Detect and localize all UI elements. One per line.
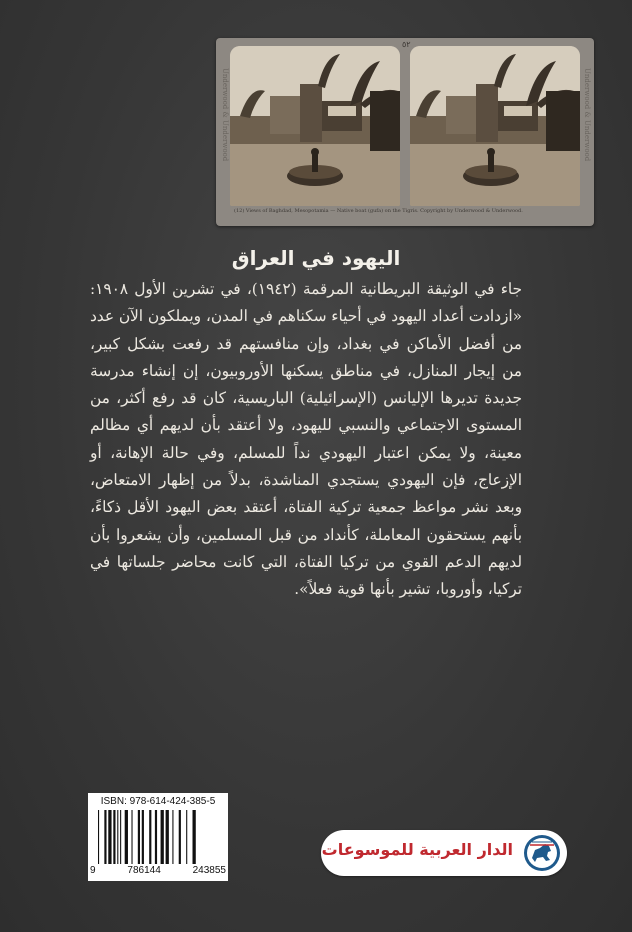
- barcode-bar: [149, 810, 151, 864]
- card-number: ٥٢: [402, 40, 411, 49]
- stereo-photo-right: [410, 46, 580, 206]
- blurb-paragraph: جاء في الوثيقة البريطانية المرقمة (١٩٤٢)، في تشرين الأول ١٩٠٨: «ازدادت أعداد اليهود في أحياء سكناهم في المدن، ويملكون الآن عدد من أفضل الأماكن في بغداد، وإن منافستهم قد رفعت بشكل كبير، من إيجار المنازل، في مناطق يسكنها الأوروبيون، إن إنشاء مدرسة جديدة تديرها الإليانس (الإسرائيلية) الباريسية، كان قد رفع أكثر، من المستوى الاجتماعي والنسبي لليهود، ولا أعتقد بأن لديهم أي مظالم معينة، ولا يمكن اعتبار اليهودي نداً للمسلم، وفي حالة الإهانة، أو الإزعاج، فإن اليهودي يستجدي المناشدة، بدلاً من إظهار الامتعاض، وبعد نشر مواعظ جمعية تركية الفتاة، أعتقد بعض اليهود الأقل ذكاءً، بأنهم يستحقون المعاملة، كأنداد من قبل المسلمين، وأن يشعروا بأن لديهم الدعم القوي من تركيا الفتاة، التي كانت محاضر جلساتها في تركيا، وأوروبا، تشير بأنها قوية فعلاً».: [89, 280, 522, 599]
- card-side-text-left: Underwood & Underwood: [221, 68, 229, 162]
- barcode-bar: [179, 810, 181, 864]
- barcode-bar: [142, 810, 144, 864]
- stereo-photo-left: [230, 46, 400, 206]
- blurb-text: [90, 276, 522, 604]
- barcode-bar: [193, 810, 196, 864]
- stereo-photo-card: [216, 38, 594, 226]
- isbn-barcode-box: [88, 793, 228, 881]
- barcode-bar: [120, 810, 121, 864]
- river-scene-left: [230, 46, 400, 206]
- barcode-bar: [166, 810, 169, 864]
- barcode-bar: [172, 810, 173, 864]
- publisher-name: الدار العربية للموسوعات: [321, 840, 513, 859]
- horse-logo-icon: [523, 834, 561, 872]
- barcode-bar: [186, 810, 187, 864]
- card-caption: (12) Views of Baghdad, Mesopotamia — Native boat (gufa) on the Tigris. Copyright by Underwood & Underwood.: [234, 208, 523, 214]
- barcode-bar: [125, 810, 128, 864]
- isbn-label: ISBN: 978-614-424-385-5: [100, 796, 216, 807]
- publisher-badge: [321, 830, 567, 876]
- barcode-digits: [90, 865, 226, 876]
- barcode-bar: [138, 810, 140, 864]
- barcode-bar: [161, 810, 164, 864]
- card-side-text-right: Underwood & Underwood: [583, 68, 591, 162]
- barcode-bar: [104, 810, 106, 864]
- barcode-digit-group-2: 243855: [192, 865, 226, 876]
- river-scene-right: [410, 46, 580, 206]
- book-title: اليهود في العراق: [231, 246, 401, 270]
- barcode-bar: [98, 810, 99, 864]
- barcode-digit-group-1: 786144: [127, 865, 161, 876]
- barcode-bar: [131, 810, 132, 864]
- barcode: [98, 810, 224, 864]
- barcode-bar: [117, 810, 118, 864]
- barcode-bar: [108, 810, 111, 864]
- barcode-bar: [113, 810, 115, 864]
- barcode-digit-lead: 9: [90, 865, 96, 876]
- barcode-bar: [155, 810, 157, 864]
